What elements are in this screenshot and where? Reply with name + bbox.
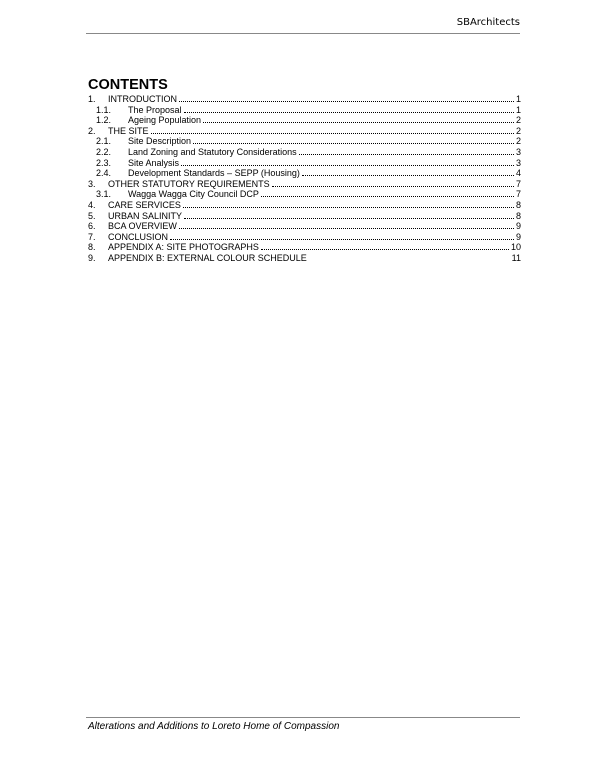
toc-dot-leader: [302, 168, 514, 176]
toc-entry-page: 11: [511, 252, 521, 263]
toc-entry-page: 9: [515, 231, 521, 242]
toc-entry[interactable]: [88, 179, 521, 190]
footer-divider: [86, 717, 520, 718]
toc-entry-page: 9: [515, 221, 521, 232]
toc-entry[interactable]: [88, 232, 521, 243]
toc-entry-page: 8: [515, 210, 521, 221]
toc-entry-title: OTHER STATUTORY REQUIREMENTS: [108, 178, 270, 189]
toc-dot-leader: [261, 189, 514, 197]
toc-dot-leader: [309, 254, 510, 261]
toc-entry-number: 2.1.: [96, 136, 112, 147]
toc-title: CONTENTS: [88, 77, 168, 93]
toc-entry-number: 5.: [88, 210, 96, 221]
toc-entry-title: APPENDIX A: SITE PHOTOGRAPHS: [108, 242, 259, 253]
toc-entry-page: 7: [515, 178, 521, 189]
toc-entry-page: 3: [515, 146, 521, 157]
toc-entry-title: URBAN SALINITY: [108, 210, 183, 221]
toc-entry-number: 1.: [88, 94, 96, 104]
toc-entry-number: 7.: [88, 231, 96, 242]
toc-entry-title: CONCLUSION: [108, 231, 169, 242]
toc-entry-number: 3.: [88, 178, 96, 189]
table-of-contents: [88, 94, 521, 264]
toc-entry[interactable]: [88, 211, 521, 222]
toc-dot-leader: [179, 94, 514, 102]
toc-entry-title: BCA OVERVIEW: [108, 221, 177, 232]
toc-entry-page: 2: [515, 115, 521, 126]
toc-entry-number: 3.1.: [96, 189, 112, 200]
toc-entry-page: 2: [515, 136, 521, 147]
toc-entry-number: 1.2.: [96, 115, 112, 126]
toc-entry-title: Wagga Wagga City Council DCP: [128, 189, 259, 200]
toc-entry-page: 1: [515, 104, 521, 115]
toc-entry-title: Development Standards – SEPP (Housing): [128, 168, 300, 179]
toc-dot-leader: [193, 136, 514, 144]
toc-dot-leader: [183, 200, 514, 208]
toc-entry-title: Site Description: [128, 136, 192, 147]
toc-dot-leader: [179, 221, 514, 229]
toc-entry-title: INTRODUCTION: [108, 94, 177, 104]
header-brand: SBArchitects: [456, 17, 520, 28]
toc-entry-title: Ageing Population: [128, 115, 202, 126]
toc-entry[interactable]: [88, 168, 521, 179]
toc-entry-page: 4: [515, 168, 521, 179]
toc-entry-number: 2.3.: [96, 157, 112, 168]
toc-entry-page: 3: [515, 157, 521, 168]
toc-dot-leader: [272, 179, 514, 187]
toc-entry[interactable]: [88, 115, 521, 126]
toc-entry-title: Land Zoning and Statutory Considerations: [128, 146, 297, 157]
toc-dot-leader: [261, 242, 509, 250]
toc-entry[interactable]: [88, 126, 521, 137]
toc-entry-page: 10: [510, 242, 521, 253]
toc-entry-page: 8: [515, 199, 521, 210]
toc-entry-number: 2.4.: [96, 168, 112, 179]
toc-dot-leader: [181, 158, 514, 166]
toc-entry[interactable]: [88, 94, 521, 105]
toc-entry-number: 4.: [88, 199, 96, 210]
toc-dot-leader: [170, 232, 514, 240]
toc-entry[interactable]: [88, 136, 521, 147]
toc-entry-number: 8.: [88, 242, 96, 253]
toc-entry-page: 2: [515, 125, 521, 136]
toc-entry-number: 2.2.: [96, 146, 112, 157]
toc-entry-title: APPENDIX B: EXTERNAL COLOUR SCHEDULE: [108, 252, 307, 263]
footer-text: Alterations and Additions to Loreto Home of Compassion: [88, 721, 340, 732]
toc-dot-leader: [299, 147, 514, 155]
toc-entry-number: 9.: [88, 252, 96, 263]
toc-entry[interactable]: [88, 200, 521, 211]
toc-entry[interactable]: [88, 147, 521, 158]
toc-entry[interactable]: [88, 158, 521, 169]
toc-entry-title: THE SITE: [108, 125, 149, 136]
toc-entry[interactable]: [88, 189, 521, 200]
toc-entry-title: CARE SERVICES: [108, 199, 181, 210]
toc-entry-number: 2.: [88, 125, 96, 136]
toc-entry-title: The Proposal: [128, 104, 182, 115]
toc-dot-leader: [184, 105, 514, 113]
toc-entry-number: 6.: [88, 221, 96, 232]
toc-entry[interactable]: [88, 253, 521, 264]
toc-entry-number: 1.1.: [96, 104, 112, 115]
toc-entry-page: 7: [515, 189, 521, 200]
toc-entry[interactable]: [88, 242, 521, 253]
toc-entry[interactable]: [88, 105, 521, 116]
toc-dot-leader: [203, 115, 514, 123]
toc-entry-title: Site Analysis: [128, 157, 180, 168]
header-divider: [86, 33, 520, 34]
toc-entry-page: 1: [515, 94, 521, 104]
toc-dot-leader: [151, 126, 514, 134]
toc-entry[interactable]: [88, 221, 521, 232]
toc-dot-leader: [184, 211, 514, 219]
